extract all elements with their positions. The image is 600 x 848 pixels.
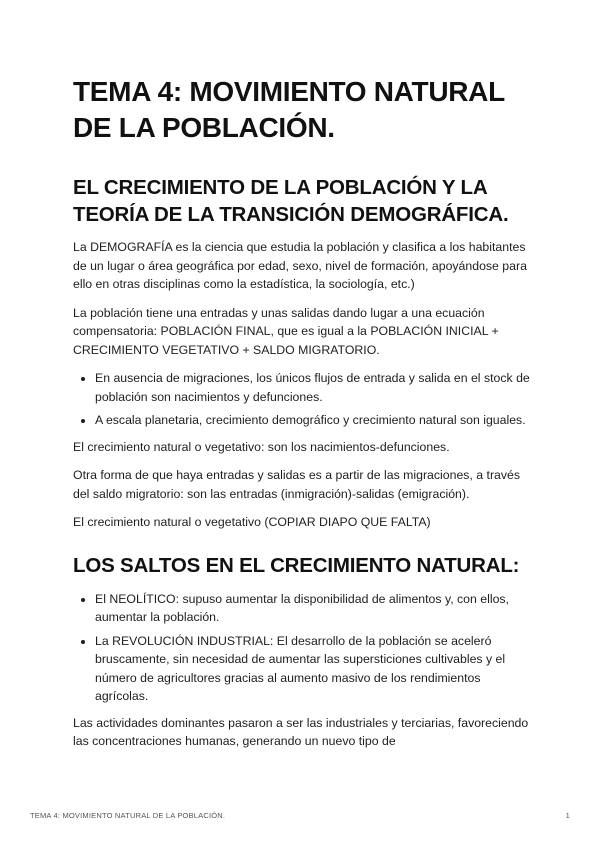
bullet-list-flujos xyxy=(73,369,533,430)
document-title: TEMA 4: MOVIMIENTO NATURAL DE LA POBLACIÓN. xyxy=(73,76,505,143)
list-item: • En ausencia de migraciones, los únicos flujos de entrada y salida en el stock de población son nacimientos y defunciones. xyxy=(95,369,533,406)
paragraph-crecimiento-natural: El crecimiento natural o vegetativo: son los nacimientos-defunciones. xyxy=(73,439,450,454)
paragraph-ecuacion: La población tiene una entradas y unas salidas dando lugar a una ecuación compensatoria: POBLACIÓN FINAL, que es igual a la POBLACIÓN INICIAL + CRECIMIENTO VEGETATIVO + SALDO MIGRATORIO. xyxy=(73,305,499,357)
list-item: • La REVOLUCIÓN INDUSTRIAL: El desarrollo de la población se aceleró bruscamente, sin necesidad de aumentar las supersticiones cultivables y el número de agricultores gracias al aumento masivo de los rendimientos agrícolas. xyxy=(95,632,533,706)
bullet-list-saltos xyxy=(73,590,533,706)
section-heading-saltos: LOS SALTOS EN EL CRECIMIENTO NATURAL: xyxy=(73,553,520,577)
page-content xyxy=(73,74,533,761)
list-item: • El NEOLÍTICO: supuso aumentar la disponibilidad de alimentos y, con ellos, aumentar la población. xyxy=(95,590,533,627)
paragraph-actividades: Las actividades dominantes pasaron a ser las industriales y terciarias, favoreciendo las concentraciones humanas, generando un nuevo tipo de xyxy=(73,715,529,748)
paragraph-demografia: La DEMOGRAFÍA es la ciencia que estudia la población y clasifica a los habitantes de un lugar o área geográfica por edad, sexo, nivel de formación, apoyándose para ello en otras disciplinas como la estadística, la sociología, etc.) xyxy=(73,240,527,291)
paragraph-migraciones: Otra forma de que haya entradas y salidas es a partir de las migraciones, a través del saldo migratorio: son las entradas (inmigración)-salidas (emigración). xyxy=(73,468,521,501)
running-title: TEMA 4: MOVIMIENTO NATURAL DE LA POBLACIÓN. xyxy=(30,811,226,820)
list-item: • A escala planetaria, crecimiento demográfico y crecimiento natural son iguales. xyxy=(95,411,533,430)
section-heading-transicion: EL CRECIMIENTO DE LA POBLACIÓN Y LA TEORÍA DE LA TRANSICIÓN DEMOGRÁFICA. xyxy=(73,176,509,226)
paragraph-copiar-diapo: El crecimiento natural o vegetativo (COPIAR DIAPO QUE FALTA) xyxy=(73,515,431,529)
page-number: 1 xyxy=(565,811,570,820)
